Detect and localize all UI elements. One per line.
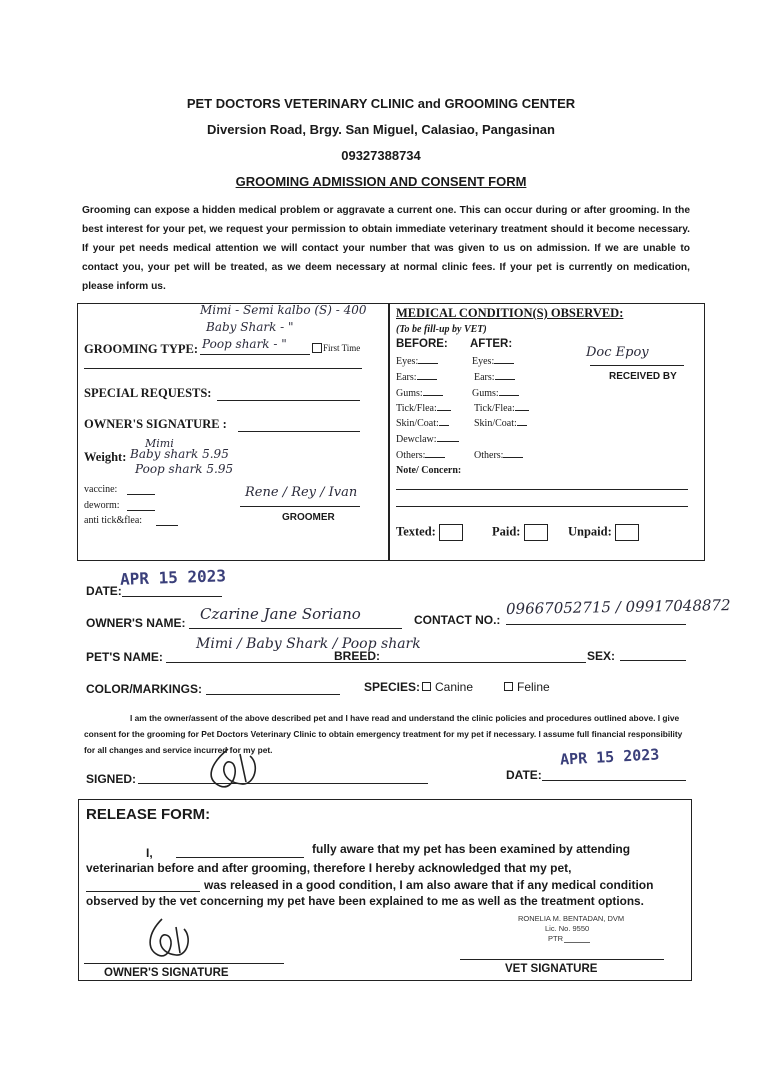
paid-field[interactable]: Paid:	[492, 524, 548, 541]
consent-date-line[interactable]	[542, 780, 686, 781]
weight-hand-3: Poop shark 5.95	[135, 462, 234, 476]
release-title: RELEASE FORM:	[86, 806, 211, 823]
grooming-hand-2: Baby Shark - "	[206, 320, 294, 334]
vet-stamp-ptr-line	[564, 942, 590, 943]
grooming-hand-3: Poop shark - "	[202, 337, 287, 351]
before-dewclaw: Dewclaw:	[396, 434, 459, 445]
form-title: GROOMING ADMISSION AND CONSENT FORM	[235, 174, 527, 189]
note-line-1[interactable]	[396, 489, 688, 490]
release-p3: was released in a good condition, I am also aware that if any medical condition	[204, 878, 654, 892]
after-ears: Ears:	[474, 372, 515, 383]
groomer-line	[240, 506, 360, 507]
release-owner-signature-scribble	[140, 915, 200, 970]
received-by-label: RECEIVED BY	[609, 371, 677, 382]
release-pet-line[interactable]	[86, 891, 200, 892]
vet-stamp-lic: Lic. No. 9550	[545, 924, 590, 933]
release-p1a: I,	[146, 846, 153, 860]
release-vet-line[interactable]	[460, 959, 664, 960]
after-eyes: Eyes:	[472, 356, 514, 367]
before-others: Others:	[396, 450, 445, 461]
grooming-extra-line	[84, 368, 362, 369]
grooming-type-line	[200, 354, 310, 355]
groomer-label: GROOMER	[282, 512, 335, 523]
sex-label: SEX:	[587, 649, 616, 663]
note-line-2[interactable]	[396, 506, 688, 507]
before-skin: Skin/Coat:	[396, 418, 449, 429]
breed-label: BREED:	[334, 649, 381, 663]
special-requests-line[interactable]	[217, 400, 360, 401]
date-label: DATE:	[86, 584, 122, 598]
release-name-line[interactable]	[176, 857, 304, 858]
clinic-name: PET DOCTORS VETERINARY CLINIC and GROOMING CENTER	[186, 96, 576, 111]
contact-line[interactable]	[506, 624, 686, 625]
owner-name-label: OWNER'S NAME:	[86, 616, 186, 630]
texted-field[interactable]: Texted:	[396, 524, 463, 541]
before-ears: Ears:	[396, 372, 437, 383]
sex-line[interactable]	[620, 660, 686, 661]
canine-option[interactable]: Canine	[422, 680, 473, 694]
weight-hand-2: Baby shark 5.95	[130, 447, 229, 461]
owner-signature-line[interactable]	[238, 431, 360, 432]
color-label: COLOR/MARKINGS:	[86, 682, 202, 696]
note-label: Note/ Concern:	[396, 465, 462, 476]
before-label: BEFORE:	[396, 338, 448, 350]
consent-paragraph: I am the owner/assent of the above described pet and I have read and understand the clinic policies and procedures outlined above. I give consent for the grooming for Pet Doctors Veterinary Clinic to obtain emergency treatment for my pet if necessary. I assume full financial responsibility for all changes and service incurred for my pet.	[84, 713, 683, 755]
grooming-type-label: GROOMING TYPE:	[84, 342, 199, 356]
after-others: Others:	[474, 450, 523, 461]
clinic-phone: 09327388734	[341, 148, 421, 163]
owner-signature-label: OWNER'S SIGNATURE :	[84, 417, 227, 431]
release-owner-line[interactable]	[84, 963, 284, 964]
consent-date-stamp: APR 15 2023	[559, 745, 660, 769]
before-gums: Gums:	[396, 388, 443, 399]
first-time-checkbox[interactable]	[312, 343, 322, 353]
groomer-handwriting: Rene / Rey / Ivan	[245, 485, 358, 500]
feline-checkbox[interactable]	[504, 682, 513, 691]
date-line[interactable]	[122, 596, 222, 597]
color-line[interactable]	[206, 694, 340, 695]
medical-title: MEDICAL CONDITION(S) OBSERVED:	[396, 306, 624, 320]
contact-value: 09667052715 / 09917048872	[505, 596, 731, 618]
intro-paragraph: Grooming can expose a hidden medical problem or aggravate a current one. This can occur during or after grooming. In the best interest for your pet, we request your permission to obtain immediate veterinary treatment should it become necessary. If your pet needs medical attention we will contact your number that was given to us on admission. If we are unable to contact you, your pet will be treated, as we deem necessary at normal clinic fees. If your pet is currently on medication, please inform us.	[82, 205, 690, 292]
vaccine-label: vaccine:	[84, 484, 118, 495]
signed-line[interactable]	[138, 783, 428, 784]
weight-label: Weight:	[84, 450, 127, 464]
pet-name-value: Mimi / Baby Shark / Poop shark	[196, 636, 421, 652]
paid-checkbox[interactable]	[524, 524, 548, 541]
owner-name-value: Czarine Jane Soriano	[200, 605, 361, 623]
release-p4: observed by the vet concerning my pet have been explained to me as well as the treatment options.	[86, 894, 644, 908]
first-time-label: First Time	[323, 343, 361, 353]
after-skin: Skin/Coat:	[474, 418, 527, 429]
date-stamp: APR 15 2023	[119, 566, 227, 589]
special-requests-label: SPECIAL REQUESTS:	[84, 386, 212, 400]
clinic-address: Diversion Road, Brgy. San Miguel, Calasiao, Pangasinan	[207, 122, 555, 137]
contact-label: CONTACT NO.:	[414, 613, 501, 627]
owner-name-line[interactable]	[189, 628, 402, 629]
after-label: AFTER:	[470, 338, 513, 350]
before-tick: Tick/Flea:	[396, 403, 451, 414]
vaccine-line[interactable]	[127, 494, 155, 495]
vet-stamp-ptr: PTR	[548, 934, 563, 943]
pet-name-label: PET'S NAME:	[86, 650, 163, 664]
release-owner-label: OWNER'S SIGNATURE	[104, 967, 229, 979]
unpaid-checkbox[interactable]	[615, 524, 639, 541]
after-gums: Gums:	[472, 388, 519, 399]
owner-signature-scribble	[200, 744, 270, 794]
after-tick: Tick/Flea:	[474, 403, 529, 414]
vet-stamp-name: RONELIA M. BENTADAN, DVM	[518, 914, 625, 923]
deworm-line[interactable]	[127, 510, 155, 511]
release-vet-label: VET SIGNATURE	[505, 963, 598, 975]
species-label: SPECIES:	[364, 680, 421, 694]
feline-option[interactable]: Feline	[504, 680, 550, 694]
medical-subtitle: (To be fill-up by VET)	[396, 324, 487, 335]
received-handwriting: Doc Epoy	[586, 345, 649, 360]
deworm-label: deworm:	[84, 500, 120, 511]
release-p2: veterinarian before and after grooming, therefore I hereby acknowledged that my pet,	[86, 861, 572, 875]
anti-tick-line[interactable]	[156, 525, 178, 526]
canine-checkbox[interactable]	[422, 682, 431, 691]
consent-date-label: DATE:	[506, 768, 542, 782]
before-eyes: Eyes:	[396, 356, 438, 367]
received-line	[590, 365, 684, 366]
release-p1b: fully aware that my pet has been examined by attending	[312, 842, 631, 856]
texted-checkbox[interactable]	[439, 524, 463, 541]
unpaid-field[interactable]: Unpaid:	[568, 524, 639, 541]
grooming-hand-1: Mimi - Semi kalbo (S) - 400	[200, 303, 367, 317]
anti-tick-label: anti tick&flea:	[84, 515, 143, 526]
signed-label: SIGNED:	[86, 772, 137, 786]
weight-hand-1: Mimi	[145, 437, 174, 450]
